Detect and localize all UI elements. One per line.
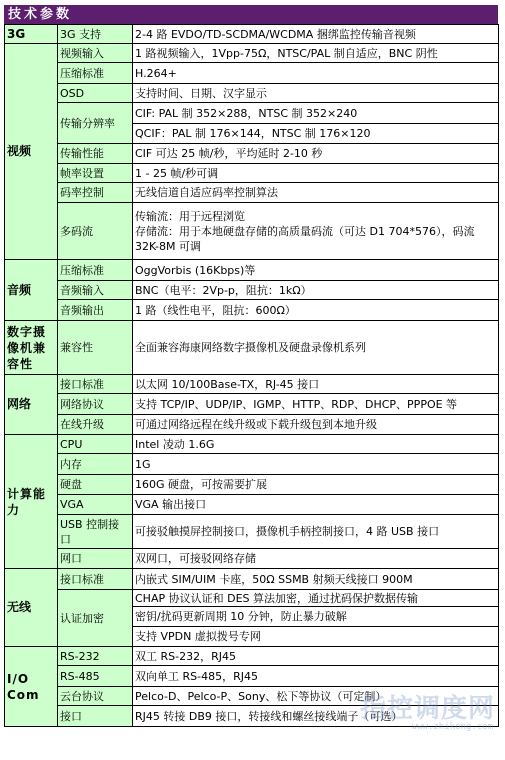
param-value: 支持 VPDN 虚拟拨号专网 xyxy=(133,627,499,647)
param-value-line: 存储流：用于本地硬盘存储的高质量码流（可达 D1 704*576），码流 32K-8M 可调 xyxy=(135,224,475,253)
param-label: 视频输入 xyxy=(58,44,133,63)
table-row xyxy=(5,44,499,63)
param-value: 2-4 路 EVDO/TD-SCDMA/WCDMA 捆绑监控传输音视频 xyxy=(133,25,499,44)
param-label: USB 控制接口 xyxy=(58,515,133,549)
table-row xyxy=(5,454,499,475)
param-label: 在线升级 xyxy=(58,415,133,435)
param-label: CPU xyxy=(58,435,133,454)
param-value-line: 传输流：用于远程浏览 xyxy=(135,209,245,223)
category-3g: 3G xyxy=(5,25,58,44)
table-row xyxy=(5,281,499,300)
param-label: 内存 xyxy=(58,454,133,475)
param-value: 双向单工 RS-485，RJ45 xyxy=(133,666,499,687)
param-label: 码率控制 xyxy=(58,183,133,203)
spec-title: 技术参数 xyxy=(4,5,498,24)
param-value: 双工 RS-232，RJ45 xyxy=(133,647,499,666)
watermark-url: www.zhikong.com xyxy=(411,722,493,732)
table-row xyxy=(5,25,499,44)
param-value: QCIF：PAL 制 176×144，NTSC 制 176×120 xyxy=(133,124,499,144)
param-value: 双网口，可接驳网络存储 xyxy=(133,549,499,569)
param-value: 内嵌式 SIM/UIM 卡座，50Ω SSMB 射频天线接口 900M xyxy=(133,569,499,590)
param-label: 传输性能 xyxy=(58,144,133,164)
param-label: 认证加密 xyxy=(58,590,133,647)
table-row xyxy=(5,144,499,164)
table-row xyxy=(5,183,499,203)
table-row xyxy=(5,435,499,454)
param-label: 接口标准 xyxy=(58,569,133,590)
param-label: 压缩标准 xyxy=(58,63,133,84)
param-label: 接口标准 xyxy=(58,375,133,394)
param-label: 传输分辨率 xyxy=(58,103,133,144)
table-row xyxy=(5,475,499,495)
param-label: 接口 xyxy=(58,706,133,727)
param-value: 1 路（线性电平，阻抗：600Ω） xyxy=(133,300,499,321)
param-label: RS-232 xyxy=(58,647,133,666)
param-label: 音频输入 xyxy=(58,281,133,300)
param-label: 硬盘 xyxy=(58,475,133,495)
table-row xyxy=(5,549,499,569)
param-value: VGA 输出接口 xyxy=(133,495,499,515)
param-value: CIF: PAL 制 352×288，NTSC 制 352×240 xyxy=(133,103,499,124)
category-compute: 计算能力 xyxy=(5,435,58,569)
param-value: 可通过网络远程在线升级或下载升级包到本地升级 xyxy=(133,415,499,435)
param-label: 云台协议 xyxy=(58,687,133,706)
param-value: CHAP 协议认证和 DES 算法加密，通过扰码保护数据传输 xyxy=(133,590,499,607)
category-io-com: I/O Com xyxy=(5,647,58,727)
table-row xyxy=(5,647,499,666)
category-compatibility: 数字摄像机兼容性 xyxy=(5,321,58,375)
category-audio: 音频 xyxy=(5,260,58,321)
table-row xyxy=(5,84,499,103)
param-value: 160G 硬盘，可按需要扩展 xyxy=(133,475,499,495)
param-value: 1 - 25 帧/秒可调 xyxy=(133,164,499,183)
param-value: 密钥/扰码更新周期 10 分钟，防止暴力破解 xyxy=(133,607,499,627)
table-row xyxy=(5,321,499,375)
table-row xyxy=(5,394,499,415)
param-value xyxy=(133,203,499,260)
param-value: H.264+ xyxy=(133,63,499,84)
table-row xyxy=(5,590,499,607)
table-row xyxy=(5,103,499,124)
param-value: CIF 可达 25 帧/秒，平均延时 2-10 秒 xyxy=(133,144,499,164)
param-label: 多码流 xyxy=(58,203,133,260)
category-wireless: 无线 xyxy=(5,569,58,647)
table-row xyxy=(5,415,499,435)
param-value: RJ45 转接 DB9 接口，转接线和螺丝接线端子（可选） xyxy=(133,706,499,727)
table-row xyxy=(5,63,499,84)
param-value: 无线信道自适应码率控制算法 xyxy=(133,183,499,203)
param-label: 网络协议 xyxy=(58,394,133,415)
table-row xyxy=(5,203,499,260)
table-row xyxy=(5,164,499,183)
table-row xyxy=(5,569,499,590)
param-label: 网口 xyxy=(58,549,133,569)
param-value: 1 路视频输入，1Vpp-75Ω，NTSC/PAL 制自适应，BNC 阴性 xyxy=(133,44,499,63)
table-row xyxy=(5,300,499,321)
param-label: RS-485 xyxy=(58,666,133,687)
param-value: Pelco-D、Pelco-P、Sony、松下等协议（可定制） xyxy=(133,687,499,706)
param-value: 全面兼容海康网络数字摄像机及硬盘录像机系列 xyxy=(133,321,499,375)
table-row xyxy=(5,515,499,549)
table-row xyxy=(5,666,499,687)
param-label: VGA xyxy=(58,495,133,515)
param-label: 压缩标准 xyxy=(58,260,133,281)
table-row xyxy=(5,260,499,281)
table-row xyxy=(5,375,499,394)
category-video: 视频 xyxy=(5,44,58,260)
param-label: 兼容性 xyxy=(58,321,133,375)
param-label: 音频输出 xyxy=(58,300,133,321)
param-label: 帧率设置 xyxy=(58,164,133,183)
param-value: Intel 凌动 1.6G xyxy=(133,435,499,454)
param-label: 3G 支持 xyxy=(58,25,133,44)
param-value: BNC（电平：2Vp-p，阻抗：1kΩ） xyxy=(133,281,499,300)
param-value: 1G xyxy=(133,454,499,475)
param-label: OSD xyxy=(58,84,133,103)
param-value: 可接驳触摸屏控制接口，摄像机手柄控制接口，4 路 USB 接口 xyxy=(133,515,499,549)
category-network: 网络 xyxy=(5,375,58,435)
spec-table xyxy=(4,24,499,727)
param-value: OggVorbis (16Kbps)等 xyxy=(133,260,499,281)
param-value: 支持时间、日期、汉字显示 xyxy=(133,84,499,103)
table-row xyxy=(5,495,499,515)
param-value: 以太网 10/100Base-TX，RJ-45 接口 xyxy=(133,375,499,394)
param-value: 支持 TCP/IP、UDP/IP、IGMP、HTTP、RDP、DHCP、PPPOE 等 xyxy=(133,394,499,415)
watermark-logo: 指控调度网 xyxy=(359,694,495,724)
